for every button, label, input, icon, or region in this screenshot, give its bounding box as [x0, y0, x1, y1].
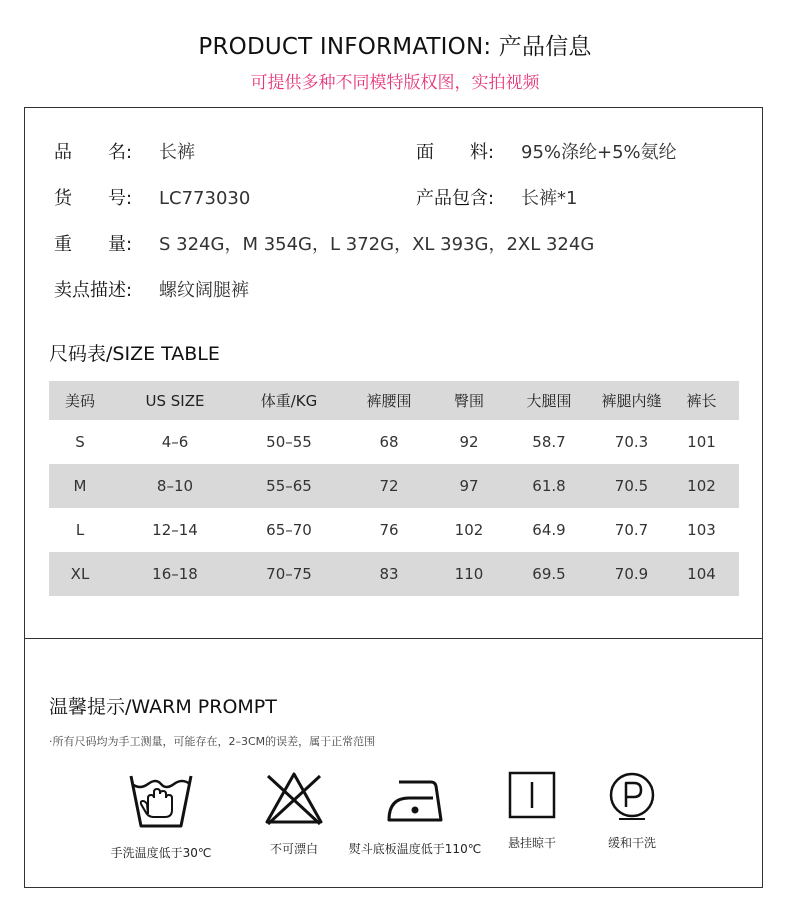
table-cell: 92	[459, 433, 479, 451]
table-cell: 12–14	[152, 521, 198, 539]
table-cell: 101	[687, 433, 716, 451]
care-label: 手洗温度低于30℃	[110, 846, 212, 860]
size-table-header	[49, 381, 739, 420]
hand-wash-icon	[128, 770, 194, 830]
table-row	[49, 552, 739, 596]
care-label: 熨斗底板温度低于110℃	[348, 842, 482, 856]
info-name	[54, 138, 195, 164]
care-label: 缓和干洗	[607, 836, 656, 850]
table-cell: 72	[379, 477, 399, 495]
table-row	[49, 420, 739, 464]
no-bleach-icon	[264, 770, 324, 826]
page-subtitle: 可提供多种不同模特版权图，实拍视频	[250, 73, 540, 93]
table-cell: 70.9	[614, 565, 649, 583]
table-cell: 102	[454, 521, 484, 539]
info-contents-value: 长裤*1	[521, 188, 578, 209]
header-cell: 裤腰围	[366, 392, 412, 410]
table-cell: 55–65	[266, 477, 312, 495]
table-cell: 70–75	[266, 565, 312, 583]
table-cell: 8–10	[156, 477, 194, 495]
info-weight-label: 重 量:	[54, 234, 133, 255]
size-table-title: 尺码表/SIZE TABLE	[49, 343, 220, 365]
info-fabric-label: 面 料:	[416, 142, 495, 163]
header-cell: 裤长	[686, 392, 717, 410]
table-cell: XL	[70, 565, 90, 583]
table-row	[49, 508, 739, 552]
info-weight-value: S 324G，M 354G，L 372G，XL 393G，2XL 324G	[159, 234, 595, 255]
info-selling-label: 卖点描述:	[54, 280, 133, 301]
iron-icon	[385, 770, 445, 826]
table-cell: 16–18	[152, 565, 198, 583]
line-dry-icon	[507, 770, 557, 820]
info-weight	[54, 230, 594, 256]
table-cell: 50–55	[266, 433, 312, 451]
table-cell: 4–6	[161, 433, 189, 451]
header-cell: 大腿围	[526, 392, 572, 410]
table-cell: 64.9	[532, 521, 566, 539]
warm-prompt-title: 温馨提示/WARM PROMPT	[49, 696, 277, 718]
page-title: PRODUCT INFORMATION: 产品信息	[198, 34, 592, 60]
info-fabric	[416, 138, 677, 164]
info-fabric-value: 95%涤纶+5%氨纶	[521, 142, 677, 163]
table-cell: 69.5	[532, 565, 566, 583]
header-cell: 臀围	[453, 392, 484, 410]
header-cell: 美码	[64, 392, 95, 410]
info-contents	[416, 184, 577, 210]
table-cell: 102	[687, 477, 716, 495]
info-sku-value: LC773030	[159, 188, 251, 209]
info-name-value: 长裤	[159, 142, 195, 163]
info-selling	[54, 276, 249, 302]
info-sku-label: 货 号:	[54, 188, 133, 209]
header-cell: 裤腿内缝	[601, 392, 662, 410]
table-cell: 70.7	[614, 521, 649, 539]
info-selling-value: 螺纹阔腿裤	[159, 280, 249, 301]
header-cell: 体重/KG	[260, 392, 318, 410]
table-cell: 58.7	[532, 433, 566, 451]
table-cell: 70.3	[614, 433, 649, 451]
dry-clean-p-icon	[607, 770, 657, 820]
table-cell: 76	[379, 521, 399, 539]
care-hand-wash	[86, 770, 236, 861]
table-cell: 97	[459, 477, 479, 495]
table-row	[49, 464, 739, 508]
measurement-note: ·所有尺码均为手工测量，可能存在，2–3CM的误差，属于正常范围	[49, 735, 376, 748]
care-label: 悬挂晾干	[507, 836, 556, 850]
table-cell: 103	[687, 521, 716, 539]
size-table	[49, 381, 739, 596]
table-cell: 104	[687, 565, 716, 583]
table-cell: S	[75, 433, 85, 451]
table-cell: 83	[379, 565, 399, 583]
table-cell: L	[75, 521, 85, 539]
care-label: 不可漂白	[269, 842, 318, 856]
table-cell: 110	[454, 565, 484, 583]
care-dry-clean	[557, 770, 707, 851]
table-cell: 70.5	[614, 477, 649, 495]
table-cell: 61.8	[532, 477, 566, 495]
header-cell: US SIZE	[145, 391, 205, 410]
table-cell: 68	[379, 433, 399, 451]
table-cell: M	[73, 477, 87, 495]
info-sku	[54, 184, 250, 210]
info-name-label: 品 名:	[54, 142, 133, 163]
table-cell: 65–70	[266, 521, 312, 539]
info-contents-label: 产品包含:	[416, 188, 495, 209]
